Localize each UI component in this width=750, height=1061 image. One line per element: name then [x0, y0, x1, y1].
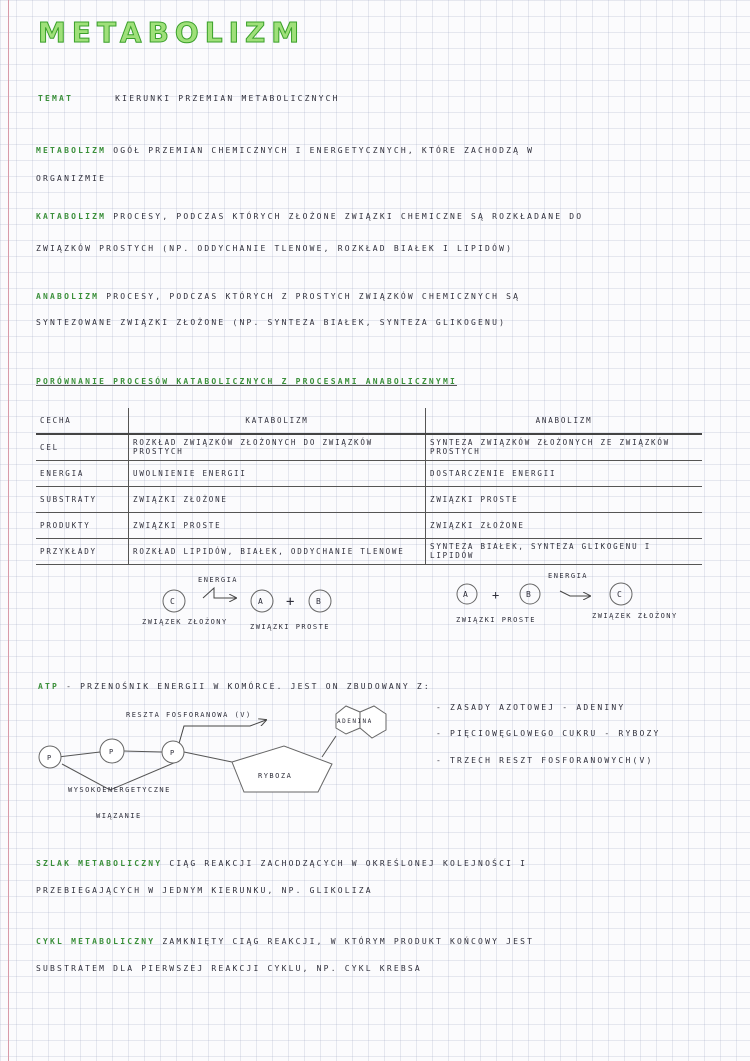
phosphate-pointer — [178, 720, 266, 747]
catabolic-scheme — [142, 576, 331, 631]
anabolic-energy-label: ENERGIA — [548, 572, 589, 580]
anabolic-b: B — [526, 590, 533, 599]
row-feature: ENERGIA — [36, 460, 129, 486]
row-feature: PRZYKŁADY — [36, 538, 129, 564]
row-catabolism: ZWIĄZKI ZŁOŻONE — [129, 486, 426, 512]
anabolic-arrow — [560, 591, 590, 596]
ribose-ring — [232, 746, 332, 792]
page-title: METABOLIZM — [38, 16, 306, 49]
phosphate-1: P — [47, 754, 53, 762]
catabolic-c: C — [170, 597, 177, 606]
catabolism-def-1: PROCESY, PODCZAS KTÓRYCH ZŁOŻONE ZWIĄZKI CHEMICZNE SĄ ROZKŁADANE DO — [113, 212, 584, 221]
atp-term: ATP — [38, 682, 60, 691]
catabolic-b: B — [316, 597, 323, 606]
atp-component-1: - ZASADY AZOTOWEJ - ADENINY — [436, 703, 626, 712]
header-anabolism: ANABOLIZM — [426, 408, 703, 434]
cycle-def-2: SUBSTRATEM DLA PIERWSZEJ REAKCJI CYKLU, NP. CYKL KREBSA — [36, 964, 422, 973]
pathway-def-2: PRZEBIEGAJĄCYCH W JEDNYM KIERUNKU, NP. GLIKOLIZA — [36, 886, 373, 895]
atp-component-3: - TRZECH RESZT FOSFORANOWYCH(V) — [436, 756, 654, 765]
catabolism-term: KATABOLIZM — [36, 212, 107, 221]
row-anabolism: SYNTEZA ZWIĄZKÓW ZŁOŻONYCH ZE ZWIĄZKÓW PROSTYCH — [426, 434, 703, 460]
row-catabolism: ROZKŁAD ZWIĄZKÓW ZŁOŻONYCH DO ZWIĄZKÓW PROSTYCH — [129, 434, 426, 460]
row-feature: CEL — [36, 434, 129, 460]
atp-component-2: - PIĘCIOWĘGLOWEGO CUKRU - RYBOZY — [436, 729, 661, 738]
anabolic-scheme — [456, 572, 678, 624]
cycle-term: CYKL METABOLICZNY — [36, 937, 156, 946]
phosphate-3: P — [170, 749, 176, 757]
row-anabolism: ZWIĄZKI ZŁOŻONE — [426, 512, 703, 538]
atp-text: - PRZENOŚNIK ENERGII W KOMÓRCE. JEST ON ZBUDOWANY Z: — [66, 682, 431, 691]
pathway-def-1: CIĄG REAKCJI ZACHODZĄCYCH W OKREŚLONEJ KOLEJNOŚCI I — [169, 859, 528, 868]
bond-ribose — [184, 752, 232, 762]
catabolic-plus: + — [286, 594, 296, 610]
row-anabolism: ZWIĄZKI PROSTE — [426, 486, 703, 512]
catabolic-complex-label: ZWIĄZEK ZŁOŻONY — [142, 618, 228, 626]
bond-label-2: WIĄZANIE — [96, 812, 142, 820]
metabolism-term: METABOLIZM — [36, 146, 107, 155]
row-feature: SUBSTRATY — [36, 486, 129, 512]
pathway-line1 — [36, 859, 527, 868]
header-catabolism: KATABOLIZM — [129, 408, 426, 434]
phosphate-2: P — [109, 748, 115, 756]
header-feature: CECHA — [36, 408, 129, 434]
phosphate-label: RESZTA FOSFORANOWA (V) — [126, 711, 252, 719]
atp-diagram — [39, 706, 386, 820]
comparison-heading: PORÓWNANIE PROCESÓW KATABOLICZNYCH Z PROCESAMI ANABOLICZNYMI — [36, 377, 457, 386]
metabolism-def-2: ORGANIZMIE — [36, 174, 107, 183]
row-feature: PRODUKTY — [36, 512, 129, 538]
cycle-def-1: ZAMKNIĘTY CIĄG REAKCJI, W KTÓRYM PRODUKT KOŃCOWY JEST — [162, 937, 535, 946]
row-anabolism: DOSTARCZENIE ENERGII — [426, 460, 703, 486]
cycle-line1 — [36, 937, 534, 946]
anabolism-term: ANABOLIZM — [36, 292, 100, 301]
catabolic-a: A — [258, 597, 265, 606]
anabolism-def-2: SYNTEZOWANE ZWIĄZKI ZŁOŻONE (NP. SYNTEZA BIAŁEK, SYNTEZA GLIKOGENU) — [36, 318, 507, 327]
topic-label: TEMAT — [38, 94, 74, 103]
anabolism-def-1: PROCESY, PODCZAS KTÓRYCH Z PROSTYCH ZWIĄZKÓW CHEMICZNYCH SĄ — [106, 292, 521, 301]
anabolic-simple-label: ZWIĄZKI PROSTE — [456, 616, 537, 624]
bond-1 — [58, 752, 100, 757]
catabolic-arrow — [203, 588, 236, 598]
anabolic-complex-label: ZWIĄZEK ZŁOŻONY — [592, 612, 678, 620]
atp-line — [38, 682, 431, 691]
anabolic-plus: + — [492, 588, 501, 602]
row-catabolism: ZWIĄZKI PROSTE — [129, 512, 426, 538]
pathway-term: SZLAK METABOLICZNY — [36, 859, 163, 868]
catabolic-energy-label: ENERGIA — [198, 576, 239, 584]
catabolism-def-2: ZWIĄZKÓW PROSTYCH (NP. ODDYCHANIE TLENOWE, ROZKŁAD BIAŁEK I LIPIDÓW) — [36, 244, 514, 253]
metabolism-def-1: OGÓŁ PRZEMIAN CHEMICZNYCH I ENERGETYCZNYCH, KTÓRE ZACHODZĄ W — [113, 146, 535, 155]
ribose-label: RYBOZA — [258, 772, 293, 780]
bond-adenine — [322, 736, 336, 757]
anabolic-a: A — [463, 590, 470, 599]
row-catabolism: UWOLNIENIE ENERGII — [129, 460, 426, 486]
adenine-label: ADENINA — [337, 718, 373, 725]
bond-label-1: WYSOKOENERGETYCZNE — [68, 786, 171, 794]
bond-2 — [124, 751, 162, 752]
topic-text: KIERUNKI PRZEMIAN METABOLICZNYCH — [115, 94, 340, 103]
row-catabolism: ROZKŁAD LIPIDÓW, BIAŁEK, ODDYCHANIE TLENOWE — [129, 538, 426, 564]
anabolic-c: C — [617, 590, 624, 599]
catabolic-simple-label: ZWIĄZKI PROSTE — [250, 623, 331, 631]
row-anabolism: SYNTEZA BIAŁEK, SYNTEZA GLIKOGENU I LIPIDÓW — [426, 538, 703, 564]
